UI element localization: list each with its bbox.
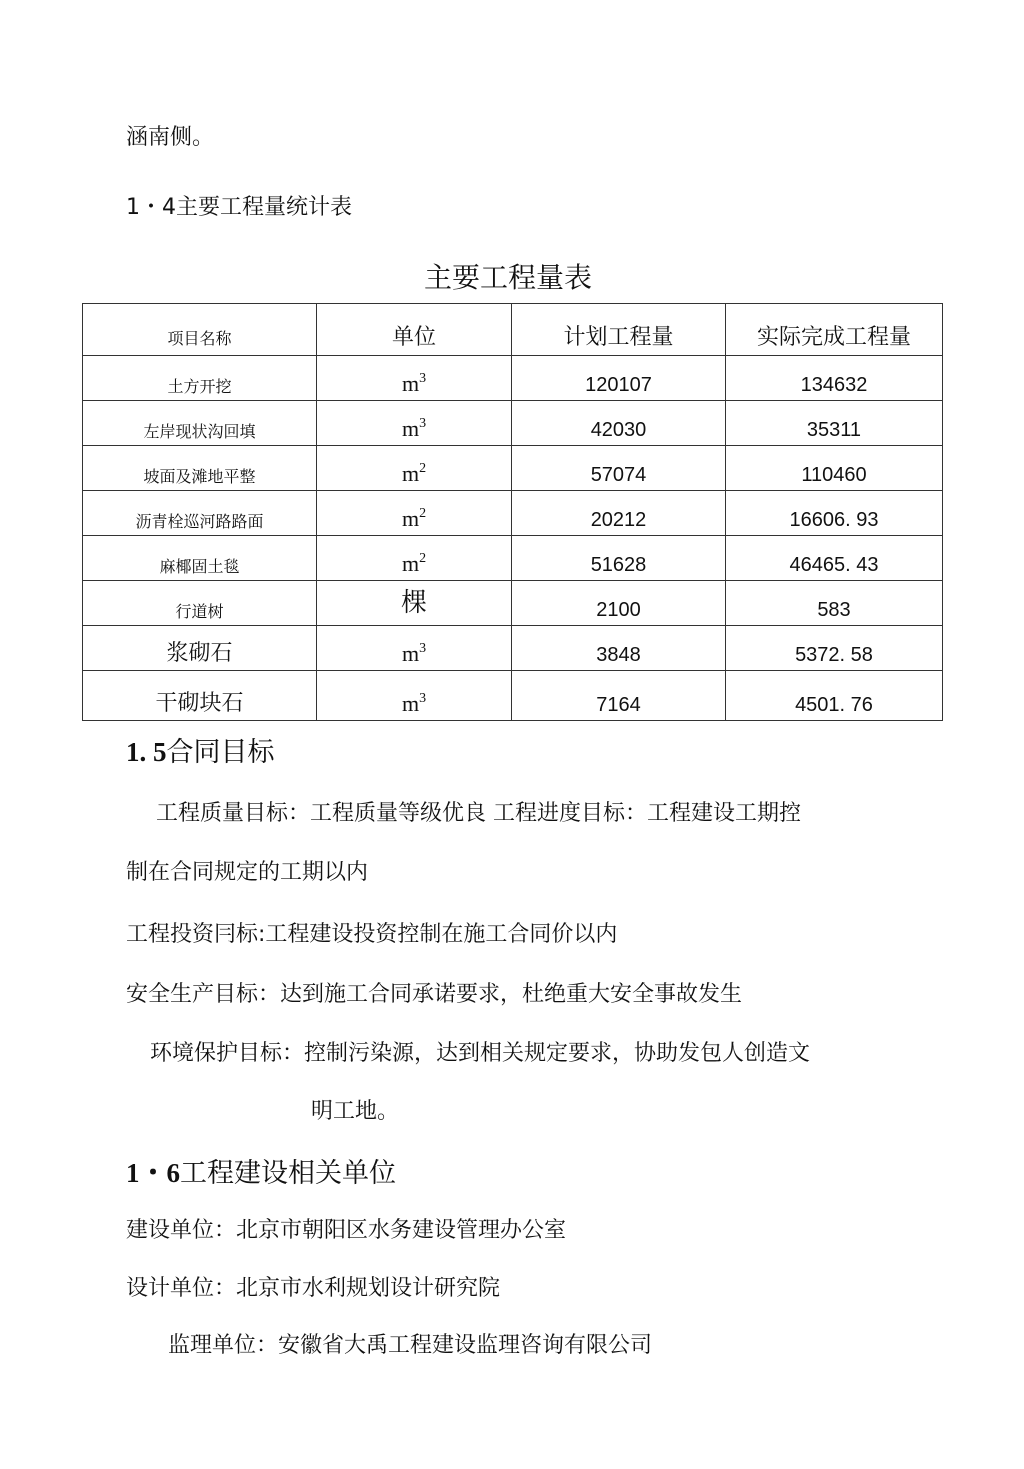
row-unit: $m^3$ bbox=[317, 626, 512, 671]
environment-goal-line1: 环境保护目标：控制污染源，达到相关规定要求，协助发包人创造文 bbox=[150, 1041, 811, 1066]
row-unit: 棵 bbox=[317, 581, 512, 626]
table-row bbox=[83, 536, 943, 581]
supervisor-unit: 监理单位：安徽省大禹工程建设监理咨询有限公司 bbox=[168, 1333, 653, 1358]
row-unit: $m^2$ bbox=[317, 446, 512, 491]
section-1-4-heading: 1・4主要工程量统计表 bbox=[126, 195, 352, 220]
row-name: 行道树 bbox=[83, 581, 317, 626]
table-row bbox=[83, 626, 943, 671]
row-plan: 7164 bbox=[512, 671, 726, 721]
section-1-5-number: 1. 5 bbox=[126, 737, 167, 767]
section-1-6-heading bbox=[126, 1151, 396, 1190]
row-actual: 35311 bbox=[726, 401, 943, 446]
table-row bbox=[83, 491, 943, 536]
builder-unit: 建设单位：北京市朝阳区水务建设管理办公室 bbox=[126, 1218, 567, 1243]
investment-goal: 工程投资冃标:工程建设投资控制在施工合同价以内 bbox=[126, 922, 618, 947]
row-unit: $m^2$ bbox=[317, 491, 512, 536]
row-plan: 57074 bbox=[512, 446, 726, 491]
row-name: 浆砌石 bbox=[83, 626, 317, 671]
row-actual: 5372. 58 bbox=[726, 626, 943, 671]
table-caption: 主要工程量表 bbox=[424, 261, 593, 294]
section-1-6-title: 工程建设相关单位 bbox=[180, 1158, 396, 1189]
row-actual: 134632 bbox=[726, 356, 943, 401]
quality-goal-line1: 工程质量目标：工程质量等级优良 工程进度目标：工程建设工期控 bbox=[156, 801, 801, 826]
designer-unit: 设计单位：北京市水利规划设计研究院 bbox=[126, 1276, 501, 1301]
row-plan: 2100 bbox=[512, 581, 726, 626]
table-row bbox=[83, 401, 943, 446]
row-name: 土方开挖 bbox=[83, 356, 317, 401]
environment-goal-line2: 明工地。 bbox=[311, 1099, 400, 1124]
row-plan: 51628 bbox=[512, 536, 726, 581]
row-name: 坡面及滩地平整 bbox=[83, 446, 317, 491]
header-unit: 单位 bbox=[317, 304, 512, 356]
section-1-5-title: 合同目标 bbox=[166, 737, 275, 768]
quality-goal-line2: 制在合同规定的工期以内 bbox=[126, 860, 369, 885]
row-unit: $m^3$ bbox=[317, 401, 512, 446]
section-1-5-heading bbox=[126, 730, 275, 769]
row-actual: 46465. 43 bbox=[726, 536, 943, 581]
row-name: 干砌块石 bbox=[83, 671, 317, 721]
row-name: 沥青栓巡河路路面 bbox=[83, 491, 317, 536]
row-actual: 110460 bbox=[726, 446, 943, 491]
row-name: 麻椰固土毯 bbox=[83, 536, 317, 581]
row-actual: 4501. 76 bbox=[726, 671, 943, 721]
table-header-row bbox=[83, 304, 943, 356]
table-row bbox=[83, 671, 943, 721]
table-row bbox=[83, 446, 943, 491]
row-actual: 583 bbox=[726, 581, 943, 626]
row-name: 左岸现状沟回填 bbox=[83, 401, 317, 446]
row-plan: 20212 bbox=[512, 491, 726, 536]
header-name: 项目名称 bbox=[83, 304, 317, 356]
row-unit: $m^2$ bbox=[317, 536, 512, 581]
row-plan: 120107 bbox=[512, 356, 726, 401]
header-actual: 实际完成工程量 bbox=[726, 304, 943, 356]
section-1-6-number: 1・6 bbox=[126, 1158, 180, 1188]
row-actual: 16606. 93 bbox=[726, 491, 943, 536]
quantity-table bbox=[82, 303, 943, 721]
safety-goal: 安全生产目标：达到施工合同承诺要求，杜绝重大安全事故发生 bbox=[126, 982, 743, 1007]
table-row bbox=[83, 356, 943, 401]
row-plan: 42030 bbox=[512, 401, 726, 446]
row-plan: 3848 bbox=[512, 626, 726, 671]
row-unit: $m^3$ bbox=[317, 356, 512, 401]
row-unit: $m^3$ bbox=[317, 671, 512, 721]
header-plan: 计划工程量 bbox=[512, 304, 726, 356]
table-row bbox=[83, 581, 943, 626]
intro-tail-text: 涵南侧。 bbox=[126, 125, 215, 150]
